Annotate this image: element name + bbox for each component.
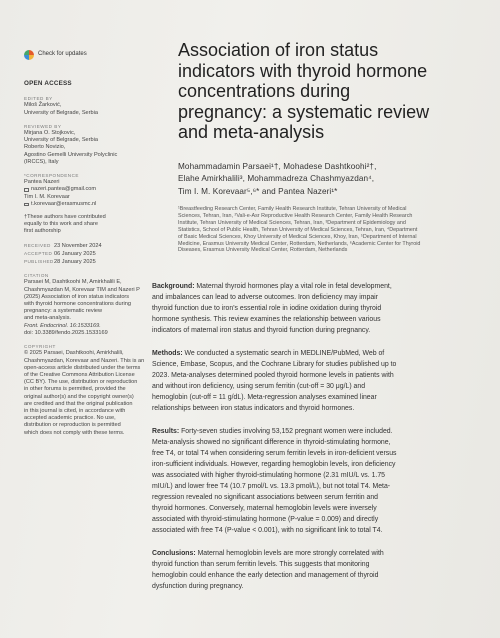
- copyright-line: in other forums is permitted, provided the: [24, 386, 126, 393]
- abstract: [152, 281, 480, 604]
- copyright-line: are credited and that the original publication: [24, 400, 133, 407]
- author-list: [178, 161, 476, 199]
- affiliation-line: Statistics, School of Public Health, Tehran University of Medical Sciences, Tehran, Iran, ⁴Department: [178, 226, 418, 233]
- abstract-line: iron-sufficient individuals. However, regarding hemoglobin levels, iron deficiency: [152, 461, 396, 468]
- footnote-line: †These authors have contributed: [24, 214, 106, 221]
- affiliation-line: of Basic Medical Sciences, Khoy University of Medical Sciences, Khoy, Iran, ⁵Department of Internal: [178, 233, 417, 240]
- abstract-line: Maternal thyroid hormones play a vital role in fetal development,: [194, 283, 392, 290]
- abstract-line: thyroid function than serum ferritin levels. This suggests that monitoring: [152, 561, 370, 568]
- received-date: 23 November 2024: [54, 242, 102, 249]
- affiliations: [178, 206, 476, 254]
- citation-line: and meta-analysis.: [24, 315, 71, 322]
- abstract-line: mIU/L) and lower free T4 (10.7 pmol/L vs. 13.3 pmol/L), but not total T4. Meta-: [152, 483, 391, 490]
- abstract-line: indicators of maternal iron status and thyroid function during pregnancy.: [152, 327, 371, 334]
- abstract-line: 2023. Meta-analyses determined pooled thyroid hormone levels in patients with: [152, 372, 394, 379]
- title-line: Association of iron status: [178, 40, 379, 60]
- copyright-label: COPYRIGHT: [24, 344, 56, 350]
- copyright-line: original author(s) and the copyright owner(s): [24, 393, 134, 400]
- methods-heading: Methods:: [152, 350, 183, 357]
- editor-line: University of Belgrade, Serbia: [24, 109, 98, 116]
- abstract-line: thyroid function due to iron's essential role in iodine oxidation during thyroid: [152, 305, 382, 312]
- accepted-label: ACCEPTED: [24, 250, 53, 256]
- copyright-line: open-access article distributed under the terms: [24, 364, 141, 371]
- article-header: [178, 40, 476, 254]
- article-title: [178, 40, 476, 143]
- copyright-line: Chashmyazdan, Korevaar and Nazeri. This is an: [24, 357, 145, 364]
- author-line: Tim I. M. Korevaar⁵,⁶* and Pantea Nazeri¹*: [178, 186, 338, 196]
- abstract-line: Science, Embase, Scopus, and the Cochrane Library for studies published up to: [152, 361, 397, 368]
- abstract-line: Forty-seven studies involving 53,152 pregnant women were included.: [179, 428, 393, 435]
- copyright-line: (CC BY). The use, distribution or reproduction: [24, 379, 138, 386]
- article-dates: [24, 242, 136, 267]
- copyright-line: which does not comply with these terms.: [24, 429, 125, 436]
- abstract-line: thyroid hormones. Conversely, maternal hemoglobin levels were inversely: [152, 505, 377, 512]
- footnote-line: first authorship: [24, 228, 61, 235]
- correspondent-email: t.korevaar@erasmusmc.nl: [31, 200, 97, 207]
- reviewer-line: University of Belgrade, Serbia: [24, 137, 98, 144]
- citation-line: (2025) Association of iron status indicators: [24, 293, 130, 300]
- abstract-line: was associated with higher thyroid-stimulating hormone (2.31 mIU/L vs. 1.75: [152, 472, 385, 479]
- check-for-updates-button[interactable]: [24, 50, 136, 60]
- abstract-line: associated with thyroid-stimulating hormone (P-value = 0.009) and directly: [152, 516, 379, 523]
- abstract-line: hormone synthesis. This review examines the relationship between various: [152, 316, 381, 323]
- author-line: Mohammadamin Parsaei¹†, Mohadese Dashtkoohi²†,: [178, 161, 377, 171]
- citation-doi-link[interactable]: doi: 10.3389/fendo.2025.1533169: [24, 329, 108, 336]
- footnote-line: equally to this work and share: [24, 221, 99, 228]
- edited-by-label: EDITED BY: [24, 96, 53, 102]
- citation-line: Chashmyazdan M, Korevaar TIM and Nazeri P: [24, 286, 140, 293]
- check-updates-icon: [24, 50, 34, 60]
- reviewer-line: Agostino Gemelli University Polyclinic: [24, 151, 118, 158]
- citation-journal: Front. Endocrinol. 16:1533169.: [24, 322, 101, 329]
- envelope-icon: [24, 203, 29, 207]
- results-heading: Results:: [152, 428, 180, 435]
- editor-line: Miloš Žarković,: [24, 102, 62, 109]
- copyright-line: distribution or reproduction is permitted: [24, 422, 121, 429]
- abstract-line: We conducted a systematic search in MEDLINE/PubMed, Web of: [182, 350, 385, 357]
- abstract-line: dysfunction during pregnancy.: [152, 583, 244, 590]
- received-label: RECEIVED: [24, 242, 51, 248]
- title-line: indicators with thyroid hormone: [178, 60, 428, 81]
- reviewed-by-label: REVIEWED BY: [24, 123, 62, 129]
- title-line: concentrations during: [178, 81, 351, 101]
- correspondent-email-link[interactable]: [24, 201, 136, 208]
- correspondent-email: nazeri.pantea@gmail.com: [31, 186, 97, 193]
- abstract-line: hemoglobin could enhance the early detection and management of thyroid: [152, 572, 379, 579]
- citation-line: pregnancy: a systematic review: [24, 308, 103, 315]
- affiliation-line: Medicine, Erasmus University Medical Center, Rotterdam, Netherlands, ⁶Academic Center for Thyroid: [178, 240, 421, 247]
- abstract-results: [152, 426, 480, 536]
- citation-line: with thyroid hormone concentrations during: [24, 301, 131, 308]
- accepted-date: 06 January 2025: [54, 250, 96, 257]
- affiliation-line: Institute, Tehran University of Medical Sciences, Tehran, Iran, ³Department of Epidemiology and: [178, 219, 406, 226]
- copyright-line: accepted academic practice. No use,: [24, 415, 116, 422]
- citation-label: CITATION: [24, 273, 49, 279]
- affiliation-line: ¹Breastfeeding Research Center, Family Health Research Institute, Tehran University of Medical: [178, 206, 407, 212]
- abstract-line: and without iron deficiency, using serum ferritin (cut-off = 30 μg/L) and: [152, 383, 366, 390]
- correspondence-label: *CORRESPONDENCE: [24, 173, 79, 179]
- affiliation-line: Diseases, Erasmus University Medical Center, Rotterdam, Netherlands: [178, 247, 348, 254]
- published-label: PUBLISHED: [24, 259, 54, 265]
- article-sidebar: [24, 50, 145, 437]
- abstract-line: relationships between iron status indicators and thyroid hormones.: [152, 405, 355, 412]
- citation-line: Parsaei M, Dashtkoohi M, Amirkhalili E,: [24, 279, 122, 286]
- title-line: pregnancy: a systematic review: [178, 101, 430, 122]
- correspondent-name: Pantea Nazeri: [24, 179, 60, 186]
- correspondent-email-link[interactable]: [24, 186, 136, 193]
- correspondent-name: Tim I. M. Korevaar: [24, 193, 70, 200]
- open-access-label: OPEN ACCESS: [24, 80, 72, 87]
- abstract-line: regression revealed no significant associations between serum ferritin and: [152, 494, 378, 501]
- envelope-icon: [24, 188, 29, 192]
- reviewer-line: Mirjana O. Stojkovic,: [24, 130, 76, 137]
- abstract-conclusions: [152, 548, 480, 592]
- copyright-line: © 2025 Parsaei, Dashtkoohi, Amirkhalili,: [24, 350, 124, 357]
- abstract-line: Maternal hemoglobin levels are more strongly correlated with: [195, 550, 384, 557]
- abstract-methods: [152, 348, 480, 414]
- background-heading: Background:: [152, 283, 195, 290]
- copyright-line: of the Creative Commons Attribution License: [24, 371, 135, 378]
- published-date: 28 January 2025: [54, 259, 96, 266]
- conclusions-heading: Conclusions:: [152, 550, 196, 557]
- copyright-line: in this journal is cited, in accordance with: [24, 407, 126, 414]
- affiliation-line: Sciences, Tehran, Iran, ²Vali-e-Asr Reproductive Health Research Center, Family Health Research: [178, 212, 413, 219]
- abstract-line: associated with free T4 (P-value < 0.001), with no significant link to total T4.: [152, 527, 383, 534]
- abstract-background: [152, 281, 480, 336]
- reviewer-line: Roberto Novizio,: [24, 144, 66, 151]
- abstract-line: hemoglobin (cut-off = 11 g/dL). Meta-regression analyses examined linear: [152, 394, 377, 401]
- abstract-line: Meta-analysis showed no significant difference in thyroid-stimulating hormone,: [152, 439, 391, 446]
- abstract-line: free T4, or total T4 when considering serum ferritin levels in iron-deficient versus: [152, 450, 397, 457]
- reviewer-line: (IRCCS), Italy: [24, 158, 59, 165]
- author-line: Elahe Amirkhalili³, Mohammadreza Chashmyazdan⁴,: [178, 174, 375, 183]
- check-updates-label: Check for updates: [38, 51, 87, 58]
- title-line: and meta-analysis: [178, 122, 325, 142]
- abstract-line: and imbalances can lead to adverse outcomes. Iron deficiency may impair: [152, 294, 378, 301]
